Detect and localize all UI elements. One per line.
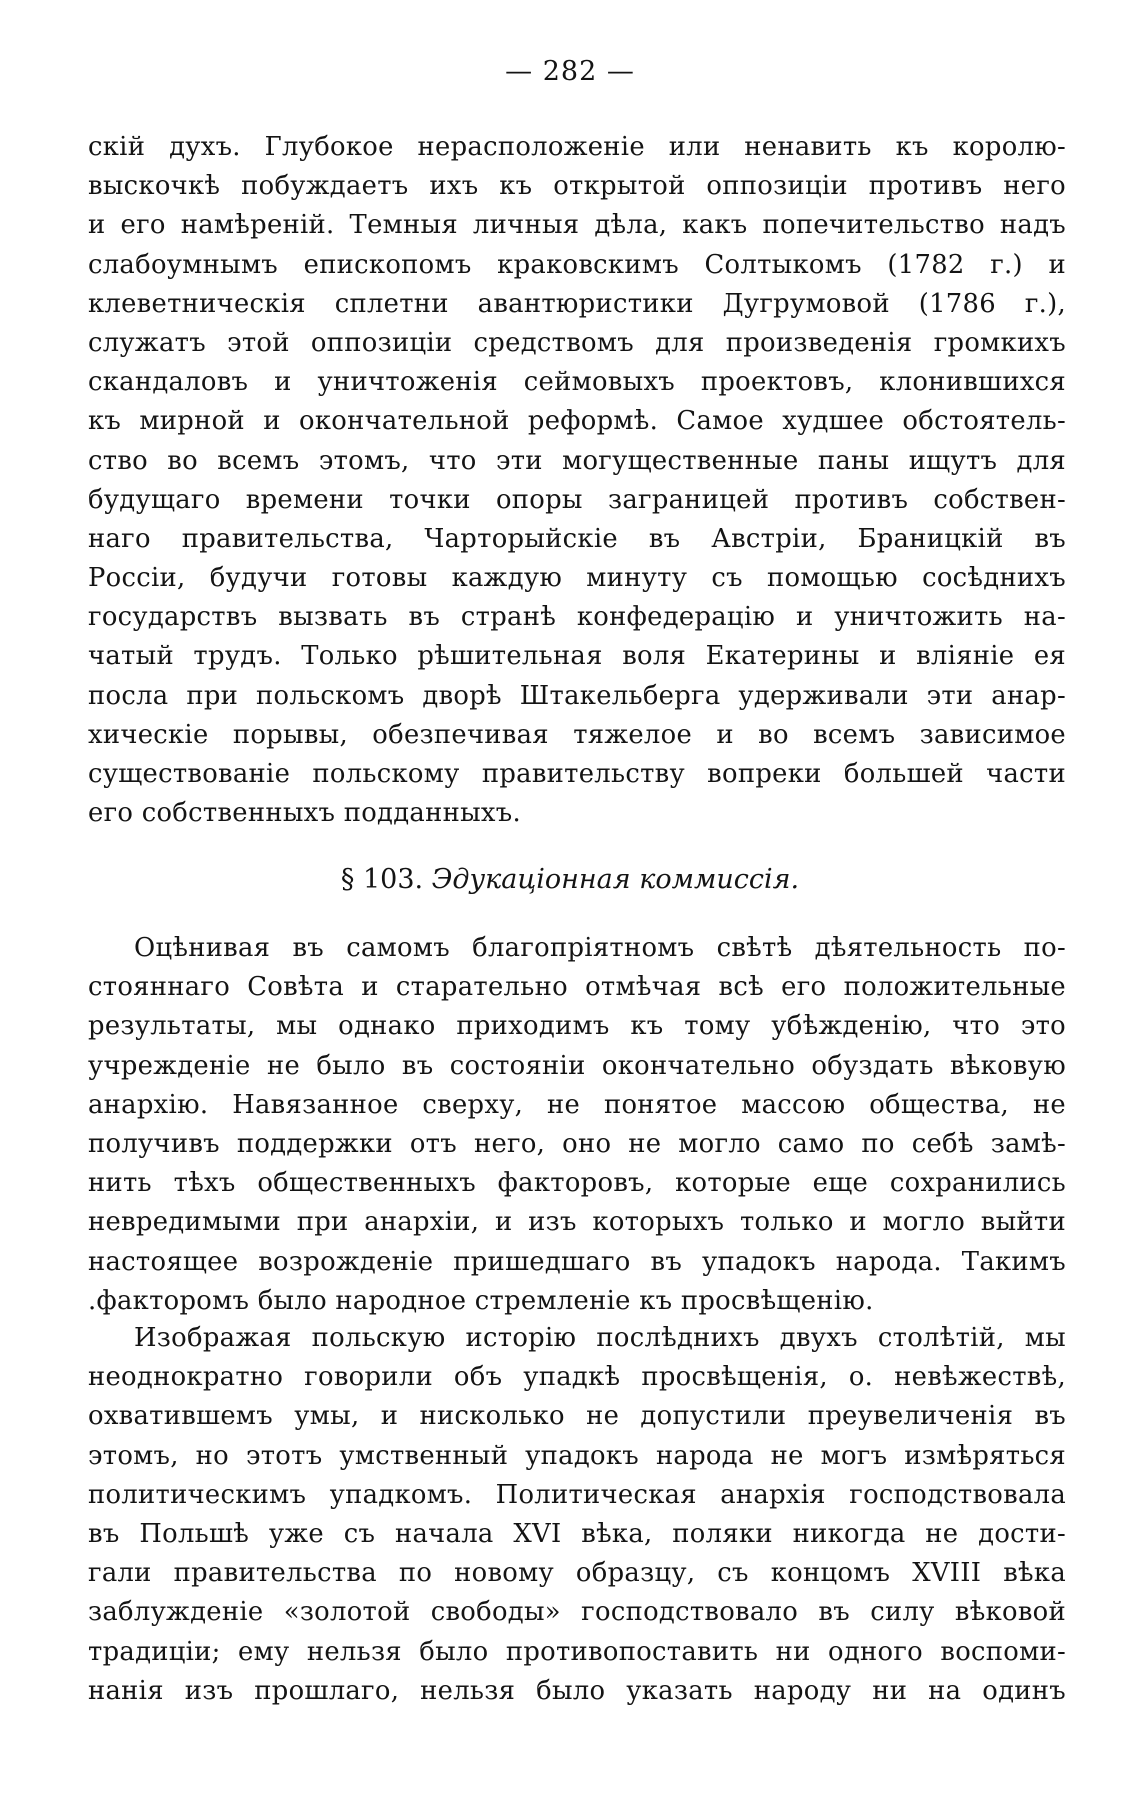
text-line: наго правительства, Чарторыйскіе въ Австріи, Браницкій въ xyxy=(88,523,1066,554)
text-line: служатъ этой оппозиціи средствомъ для произведенія громкихъ xyxy=(88,327,1066,358)
text-line: охватившемъ умы, и нисколько не допустили преувеличенія въ xyxy=(88,1401,1066,1432)
section-number: § 103. xyxy=(340,864,424,895)
text-line: стояннаго Совѣта и старательно отмѣчая всѣ его положительные xyxy=(88,972,1066,1003)
text-line: неоднократно говорили объ упадкѣ просвѣщенія, о. невѣжествѣ, xyxy=(88,1362,1066,1393)
text-line: заблужденіе «золотой свободы» господствовало въ силу вѣковой xyxy=(88,1597,1066,1628)
text-line: Изображая польскую исторію послѣднихъ двухъ столѣтій, мы xyxy=(134,1323,1066,1353)
text-line: государствъ вызвать въ странѣ конфедерацію и уничтожить на- xyxy=(88,602,1066,633)
text-line: будущаго времени точки опоры заграницей противъ собствен- xyxy=(88,484,1066,515)
text-line: скандаловъ и уничтоженія сеймовыхъ проектовъ, клонившихся xyxy=(88,367,1066,398)
text-line: хическіе порывы, обезпечивая тяжелое и во всемъ зависимое xyxy=(88,719,1066,750)
paragraph xyxy=(88,1319,1066,1711)
text-line: настоящее возрожденіе пришедшаго въ упадокъ народа. Такимъ xyxy=(88,1246,1066,1277)
text-line: нанія изъ прошлаго, нельзя было указать народу ни на одинъ xyxy=(88,1675,1066,1706)
text-line: .факторомъ было народное стремленіе къ просвѣщенію. xyxy=(88,1285,874,1316)
text-line: его собственныхъ подданныхъ. xyxy=(88,798,521,829)
text-line: клеветническія сплетни авантюристики Дугрумовой (1786 г.), xyxy=(88,288,1066,319)
text-line: учрежденіе не было въ состояніи окончательно обуздать вѣковую xyxy=(88,1050,1066,1081)
text-line: существованіе польскому правительству вопреки большей части xyxy=(88,759,1066,789)
text-line: и его намѣреній. Темныя личныя дѣла, какъ попечительство надъ xyxy=(88,210,1066,241)
page-number: — 282 — xyxy=(505,56,635,87)
text-line: политическимъ упадкомъ. Политическая анархія господствовала xyxy=(88,1479,1066,1510)
text-line: традиціи; ему нельзя было противопоставить ни одного воспоми- xyxy=(88,1636,1066,1667)
text-line: слабоумнымъ епископомъ краковскимъ Солтыкомъ (1782 г.) и xyxy=(88,249,1066,280)
text-line: посла при польскомъ дворѣ Штакельберга удерживали эти анар- xyxy=(88,680,1066,711)
text-line: въ Польшѣ уже съ начала XVI вѣка, поляки никогда не дости- xyxy=(88,1518,1066,1549)
text-line: ство во всемъ этомъ, что эти могущественные паны ищутъ для xyxy=(88,445,1066,476)
section-heading xyxy=(0,860,1140,900)
text-line: чатый трудъ. Только рѣшительная воля Екатерины и вліяніе ея xyxy=(88,641,1066,672)
text-line: къ мирной и окончательной реформѣ. Самое худшее обстоятель- xyxy=(88,406,1066,437)
text-line: нить тѣхъ общественныхъ факторовъ, которые еще сохранились xyxy=(88,1168,1066,1199)
text-line: этомъ, но этотъ умственный упадокъ народа не могъ измѣряться xyxy=(88,1440,1066,1471)
text-line: анархію. Навязанное сверху, не понятое массою общества, не xyxy=(88,1089,1066,1120)
section-title: Эдукаціонная коммиссія. xyxy=(431,864,800,895)
text-line: выскочкѣ побуждаетъ ихъ къ открытой оппозиціи противъ него xyxy=(88,171,1066,202)
text-line: Россіи, будучи готовы каждую минуту съ помощью сосѣднихъ xyxy=(88,563,1066,594)
text-line: скій духъ. Глубокое нерасположеніе или ненавить къ королю- xyxy=(88,132,1066,162)
text-line: получивъ поддержки отъ него, оно не могло само по себѣ замѣ- xyxy=(88,1128,1066,1159)
text-line: Оцѣнивая въ самомъ благопріятномъ свѣтѣ дѣятельность по- xyxy=(134,933,1066,963)
paragraph xyxy=(88,929,1066,1321)
paragraph-continued xyxy=(88,128,1066,833)
text-line: невредимыми при анархіи, и изъ которыхъ только и могло выйти xyxy=(88,1207,1066,1238)
text-line: гали правительства по новому образцу, съ концомъ XVIII вѣка xyxy=(88,1558,1066,1589)
text-line: результаты, мы однако приходимъ къ тому убѣжденію, что это xyxy=(88,1011,1066,1042)
